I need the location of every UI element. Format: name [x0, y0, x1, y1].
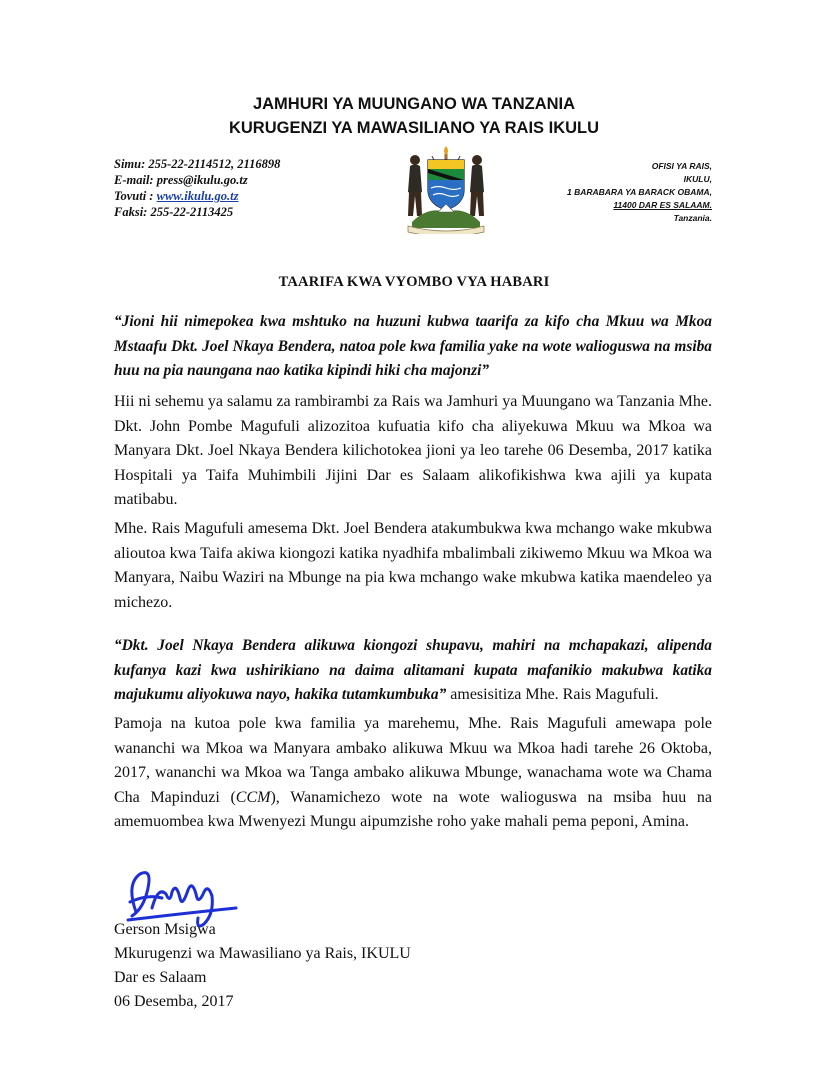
signoff-place: Dar es Salaam [114, 969, 207, 986]
office-address [480, 160, 712, 225]
letterhead-line-2: KURUGENZI YA MAWASILIANO YA RAIS IKULU [228, 119, 600, 137]
address-line-3: 1 BARABARA YA BARACK OBAMA, [567, 187, 712, 197]
phone-line: Simu: 255-22-2114512, 2116898 [114, 157, 281, 171]
paragraph-3-part-b: ), Wanamichezo wote na wote walioguswa na msiba huu na amemuombea kwa Mwenyezi Mungu aipumzishe roho yake mahali pema peponi, Amina. [114, 788, 713, 831]
address-line-2: IKULU, [683, 174, 712, 184]
body-paragraph-1: Hii ni sehemu ya salamu za rambirambi za Rais wa Jamhuri ya Muungano wa Tanzania Mhe. Dkt. John Pombe Magufuli alizozitoa kufuatia kifo cha aliyekuwa Mkuu wa Mkoa wa Manyara Dkt. Joel Nkaya Bendera kilichotokea jioni ya leo tarehe 06 Desemba, 2017 katika Hospitali ya Taifa Muhimbili Jijini Dar es Salaam alikofikishwa kwa ajili ya kupata matibabu. [114, 393, 712, 509]
contact-block [114, 156, 354, 220]
website-label: Tovuti : [114, 189, 157, 203]
quote-attribution: amesisitiza Mhe. Rais Magufuli. [446, 686, 659, 704]
fax-line: Faksi: 255-22-2113425 [114, 205, 234, 219]
body-paragraph-3 [114, 712, 712, 835]
address-line-4: 11400 DAR ES SALAAM. [613, 200, 712, 210]
website-link[interactable]: www.ikulu.go.tz [156, 189, 239, 203]
website-line [114, 188, 354, 204]
opening-quote: “Jioni hii nimepokea kwa mshtuko na huzuni kubwa taarifa za kifo cha Mkuu wa Mkoa Mstaafu Dkt. Joel Nkaya Bendera, natoa pole kwa familia yake na wote walioguswa na msiba huu na pia naungana nao katika kipindi hiki cha majonzi” [114, 313, 712, 380]
address-line-1: OFISI YA RAIS, [651, 161, 712, 171]
signoff-date: 06 Desemba, 2017 [114, 993, 234, 1010]
handwritten-signature-icon [118, 864, 248, 944]
body-paragraph-2: Mhe. Rais Magufuli amesema Dkt. Joel Bendera atakumbukwa kwa mchango wake mkubwa alioutoa kwa Taifa akiwa kiongozi katika nyadhifa mbalimbali zikiwemo Mkuu wa Mkoa wa Manyara, Naibu Waziri na Mbunge na pia kwa mchango wake mkubwa katika maendeleo ya michezo. [114, 520, 712, 611]
email-line: E-mail: press@ikulu.go.tz [114, 173, 248, 187]
paragraph-3-part-a: Pamoja na kutoa pole kwa familia ya marehemu, Mhe. Rais Magufuli amewapa pole wananchi wa Mkoa wa Manyara ambako alikuwa Mkuu wa Mkoa hadi tarehe 26 Oktoba, 2017, wananchi wa Mkoa wa Tanga ambako alikuwa Mbunge, wanachama wote wa Chama Cha Mapinduzi ( [114, 715, 712, 806]
president-quote: “Dkt. Joel Nkaya Bendera alikuwa kiongozi shupavu, mahiri na mchapakazi, alipenda kufanya kazi kwa ushirikiano na daima alitamani kupata mafanikio makubwa katika majukumu aliyokuwa nayo, hakika tutamkumbuka” [114, 637, 712, 704]
body-paragraph-quote [114, 634, 712, 708]
ccm-abbreviation: CCM [235, 788, 271, 806]
signatory-position: Mkurugenzi wa Mawasiliano ya Rais, IKULU [114, 945, 411, 962]
letterhead-line-1: JAMHURI YA MUUNGANO WA TANZANIA [252, 95, 576, 113]
address-line-5: Tanzania. [673, 213, 712, 223]
document-title: TAARIFA KWA VYOMBO VYA HABARI [278, 274, 550, 290]
signatory-name: Gerson Msigwa [114, 921, 216, 938]
letterhead-title [0, 92, 828, 140]
